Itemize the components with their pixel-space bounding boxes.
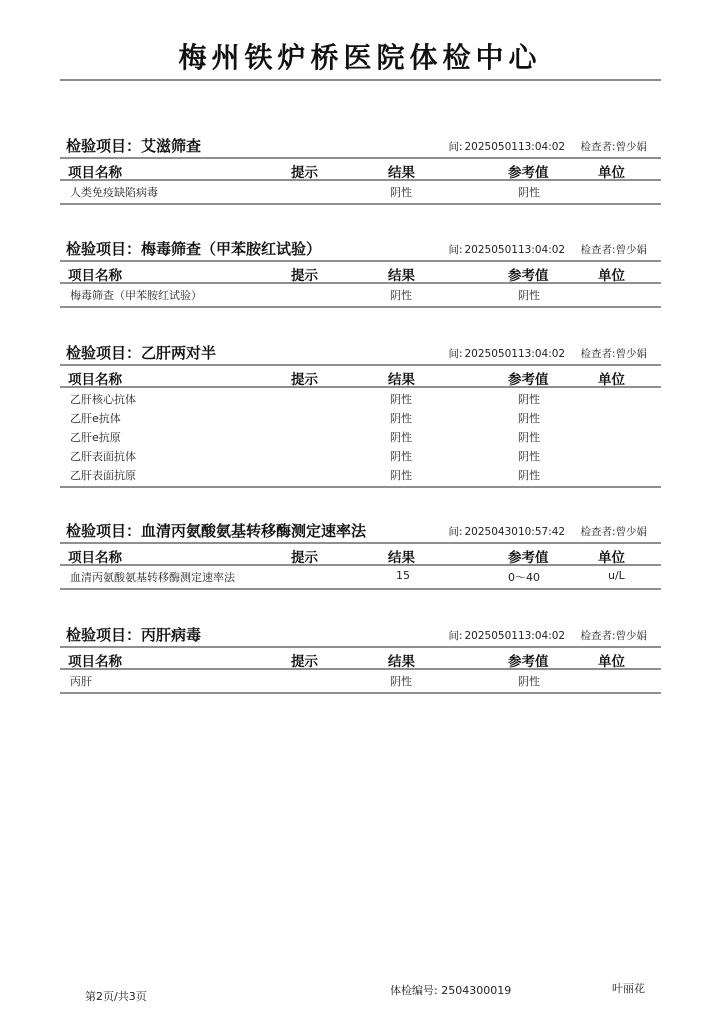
col-tip: 提示 [291,654,318,670]
table-header [60,648,661,668]
item-name: 乙肝e抗原 [70,431,121,444]
item-result: 阴性 [390,289,412,302]
item-name: 人类免疫缺陷病毒 [70,186,158,199]
exam-id-label: 体检编号: [390,984,438,997]
col-reference: 参考值 [508,268,549,284]
section-header [60,342,661,364]
item-result: 阴性 [390,450,412,463]
table-row [60,389,661,408]
item-name: 乙肝e抗体 [70,412,121,425]
time-label: 间: [448,348,463,360]
item-name: 梅毒筛查（甲苯胺红试验） [70,289,202,302]
exam-id [390,982,511,998]
col-reference: 参考值 [508,550,549,566]
divider [60,486,661,488]
section-header [60,520,661,542]
checker-name: 曾少娟 [615,141,647,153]
patient-name: 叶丽花 [612,982,645,995]
col-unit: 单位 [598,550,625,566]
section-header [60,135,661,157]
col-name: 项目名称 [68,372,122,388]
col-tip: 提示 [291,268,318,284]
checker-name: 曾少娟 [615,348,647,360]
section-syphilis-screening [60,238,661,308]
checker-name: 曾少娟 [615,244,647,256]
section-title: 检验项目：乙肝两对半 [66,344,217,362]
test-time: 2025050113:04:02 [464,244,566,256]
item-result: 阴性 [390,412,412,425]
divider [60,692,661,694]
time-label: 间: [448,141,463,153]
table-row [60,285,661,304]
col-name: 项目名称 [68,550,122,566]
item-reference: 阴性 [518,431,540,444]
section-title: 检验项目：艾滋筛查 [66,137,202,155]
checker-label: 检查者: [580,630,616,642]
col-unit: 单位 [598,268,625,284]
item-name: 乙肝核心抗体 [70,393,136,406]
time-label: 间: [448,630,463,642]
item-name: 血清丙氨酸氨基转移酶测定速率法 [70,571,235,584]
table-body [60,566,661,588]
test-time: 2025043010:57:42 [464,526,566,538]
item-result: 阴性 [390,393,412,406]
table-row [60,182,661,201]
test-time: 2025050113:04:02 [464,348,566,360]
item-reference: 0～40 [508,571,540,584]
item-result: 阴性 [390,186,412,199]
checker-label: 检查者: [580,348,616,360]
divider [60,588,661,590]
checker-label: 检查者: [580,526,616,538]
section-hepatitis-c [60,624,661,694]
section-title: 检验项目：梅毒筛查（甲苯胺红试验） [66,240,322,258]
item-result: 阴性 [390,469,412,482]
col-name: 项目名称 [68,654,122,670]
section-meta [448,346,647,361]
col-unit: 单位 [598,654,625,670]
time-label: 间: [448,526,463,538]
table-row [60,671,661,690]
col-tip: 提示 [291,550,318,566]
item-name: 乙肝表面抗体 [70,450,136,463]
document-title: 梅州铁炉桥医院体检中心 [178,41,542,74]
checker-label: 检查者: [580,141,616,153]
item-reference: 阴性 [518,469,540,482]
col-reference: 参考值 [508,654,549,670]
col-result: 结果 [388,372,415,388]
table-header [60,159,661,179]
section-aids-screening [60,135,661,205]
col-unit: 单位 [598,372,625,388]
page-number: 第2页/共3页 [85,990,147,1003]
time-label: 间: [448,244,463,256]
exam-id-value: 2504300019 [441,984,512,997]
item-name: 乙肝表面抗原 [70,469,136,482]
col-result: 结果 [388,268,415,284]
col-result: 结果 [388,550,415,566]
test-time: 2025050113:04:02 [464,630,566,642]
divider [60,306,661,308]
section-alt-test [60,520,661,590]
col-name: 项目名称 [68,165,122,181]
title-divider [60,79,661,81]
table-body [60,181,661,203]
section-header [60,624,661,646]
table-header [60,366,661,386]
item-unit: u/L [608,569,625,582]
col-reference: 参考值 [508,165,549,181]
checker-name: 曾少娟 [615,630,647,642]
item-reference: 阴性 [518,412,540,425]
checker-name: 曾少娟 [615,526,647,538]
section-title: 检验项目：丙肝病毒 [66,626,202,644]
divider [60,203,661,205]
item-reference: 阴性 [518,186,540,199]
table-body [60,284,661,306]
table-header [60,262,661,282]
item-result: 15 [396,569,410,582]
item-name: 丙肝 [70,675,92,688]
table-row [60,408,661,427]
table-header [60,544,661,564]
col-unit: 单位 [598,165,625,181]
table-row [60,446,661,465]
item-result: 阴性 [390,431,412,444]
checker-label: 检查者: [580,244,616,256]
table-row [60,427,661,446]
table-row [60,567,661,586]
test-time: 2025050113:04:02 [464,141,566,153]
section-title: 检验项目：血清丙氨酸氨基转移酶测定速率法 [66,522,367,540]
item-reference: 阴性 [518,289,540,302]
col-result: 结果 [388,654,415,670]
table-body [60,388,661,486]
item-reference: 阴性 [518,393,540,406]
item-reference: 阴性 [518,675,540,688]
item-result: 阴性 [390,675,412,688]
section-hepatitis-b-panel [60,342,661,488]
col-reference: 参考值 [508,372,549,388]
section-meta [448,524,647,539]
col-result: 结果 [388,165,415,181]
item-reference: 阴性 [518,450,540,463]
table-row [60,465,661,484]
col-tip: 提示 [291,372,318,388]
col-tip: 提示 [291,165,318,181]
section-header [60,238,661,260]
section-meta [448,242,647,257]
table-body [60,670,661,692]
section-meta [448,139,647,154]
col-name: 项目名称 [68,268,122,284]
section-meta [448,628,647,643]
